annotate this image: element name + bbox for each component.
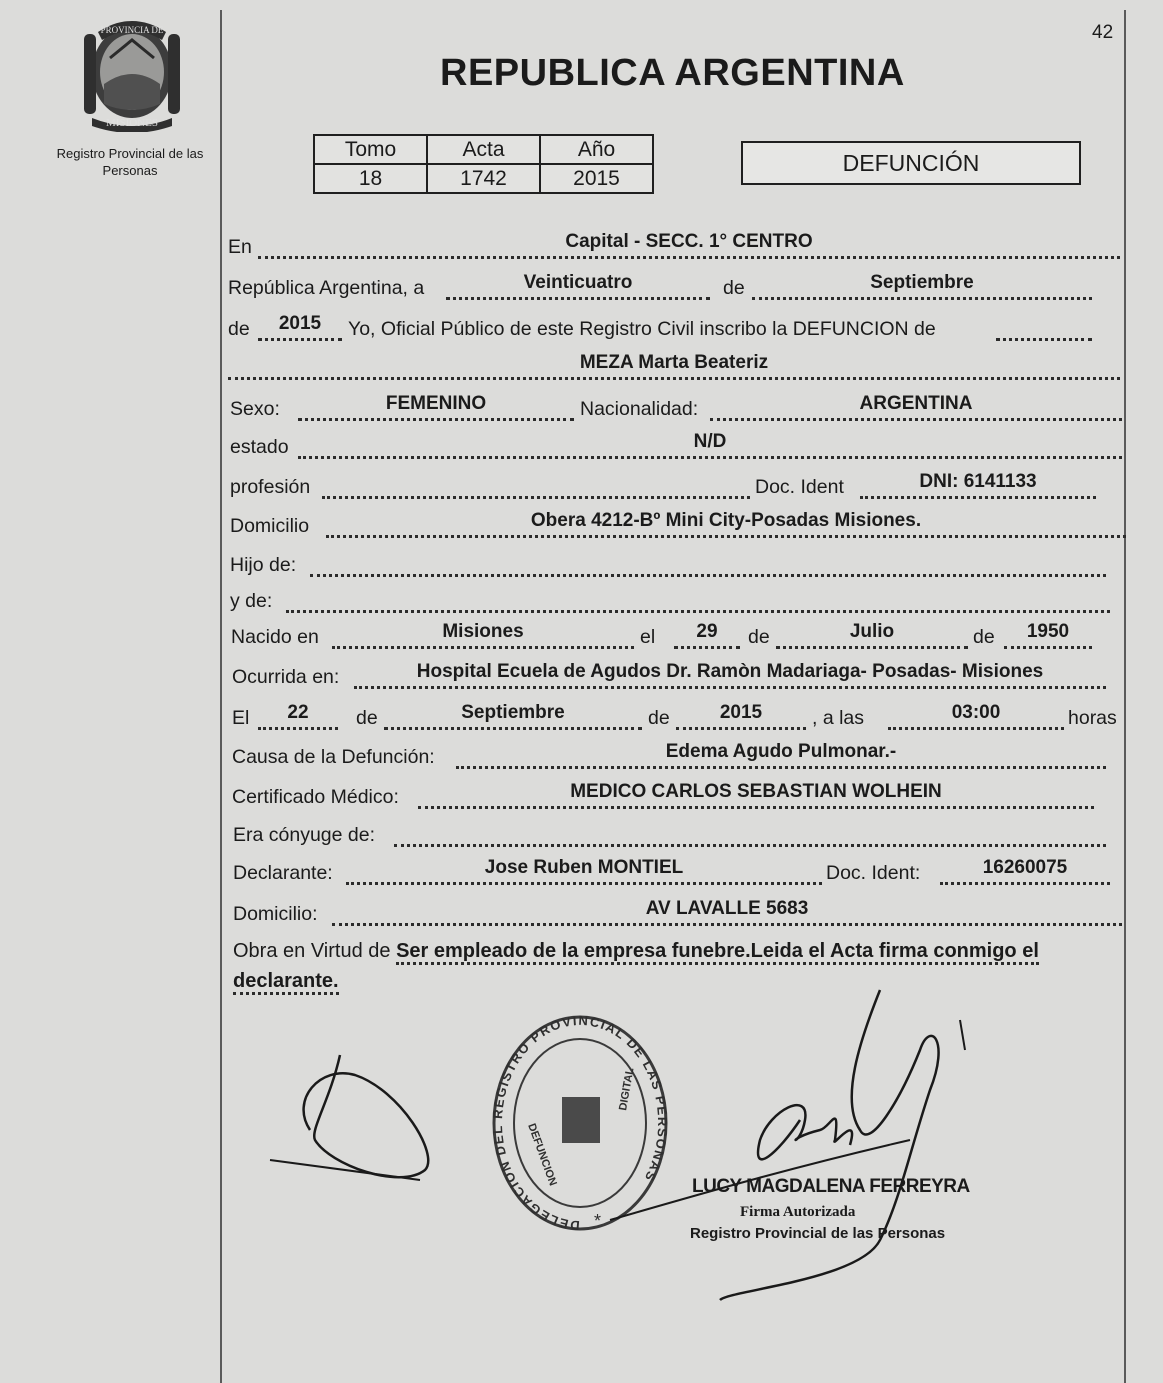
alas-label: , a las (812, 707, 865, 729)
republica-label: República Argentina, a (228, 277, 425, 299)
declarante-doc-field: 16260075 (940, 854, 1110, 885)
ref-header-acta: Acta (427, 135, 540, 164)
yde-label: y de: (230, 590, 273, 612)
el-cap-label: El (232, 707, 250, 729)
row-sexo (228, 393, 1133, 426)
certificado-label: Certificado Médico: (232, 786, 399, 808)
conyuge-field (394, 816, 1106, 847)
declarante-doc-label: Doc. Ident: (826, 862, 921, 884)
ocurrida-field: Hospital Ecuela de Agudos Dr. Ramòn Madariaga- Posadas- Misiones (354, 658, 1106, 689)
nacido-label: Nacido en (231, 626, 319, 648)
ocurrida-label: Ocurrida en: (232, 666, 340, 688)
row-declarante (228, 857, 1133, 890)
estado-label: estado (230, 436, 289, 458)
row-republica (228, 272, 1133, 305)
seal-inner-right: DIGITAL (617, 1066, 637, 1112)
row-certificado (228, 781, 1133, 814)
domicilio-label: Domicilio (230, 515, 310, 537)
province-coat-of-arms-icon (78, 14, 186, 132)
row-nacido (228, 621, 1133, 654)
de-label-4: de (973, 626, 995, 648)
domicilio2-field: AV LAVALLE 5683 (332, 895, 1122, 926)
logo-text-top: PROVINCIA DE (100, 25, 164, 35)
declarante-field: Jose Ruben MONTIEL (346, 854, 822, 885)
reference-table (313, 134, 654, 194)
declarante-label: Declarante: (233, 862, 333, 884)
birth-day-field: 29 (674, 618, 740, 649)
right-margin-line (1124, 10, 1126, 1383)
signatory-org: Registro Provincial de las Personas (690, 1225, 946, 1242)
death-day-field: 22 (258, 699, 338, 730)
obra-label: Obra en Virtud de (233, 940, 391, 962)
row-en (228, 231, 1133, 264)
row-deceased-name (228, 352, 1133, 385)
profesion-label: profesión (230, 476, 311, 498)
hijo-field (310, 546, 1106, 577)
domicilio2-label: Domicilio: (233, 903, 318, 925)
death-year-field: 2015 (676, 699, 806, 730)
day-field: Veinticuatro (446, 269, 710, 300)
intro-blank-field (996, 310, 1092, 341)
document-title: REPUBLICA ARGENTINA (440, 52, 905, 94)
logo-text-bottom: MISIONES (106, 117, 158, 129)
birth-place-field: Misiones (332, 618, 634, 649)
ref-value-anio: 2015 (540, 164, 653, 193)
nacionalidad-field: ARGENTINA (710, 390, 1122, 421)
de-label-5: de (356, 707, 378, 729)
intro-text: Yo, Oficial Público de este Registro Civil inscribo la DEFUNCION de (348, 318, 936, 340)
row-conyuge (228, 822, 1133, 852)
logo-caption: Registro Provincial de las Personas (56, 146, 204, 178)
ref-value-acta: 1742 (427, 164, 540, 193)
birth-month-field: Julio (776, 618, 968, 649)
year-field: 2015 (258, 310, 342, 341)
causa-label: Causa de la Defunción: (232, 746, 435, 768)
page-number: 42 (1092, 22, 1114, 43)
row-domicilio (228, 510, 1133, 543)
handwritten-signatures (260, 980, 980, 1310)
causa-field: Edema Agudo Pulmonar.- (456, 738, 1106, 769)
hijo-label: Hijo de: (230, 554, 297, 576)
death-month-field: Septiembre (384, 699, 642, 730)
row-profesion (228, 471, 1133, 504)
row-estado (228, 431, 1133, 464)
ref-header-tomo: Tomo (314, 135, 427, 164)
conyuge-label: Era cónyuge de: (233, 824, 376, 846)
estado-field: N/D (298, 428, 1122, 459)
doc-ident-label: Doc. Ident (755, 476, 844, 498)
en-label: En (228, 236, 252, 258)
svg-text:*: * (594, 1211, 602, 1231)
en-field: Capital - SECC. 1° CENTRO (258, 228, 1120, 259)
de-label-3: de (748, 626, 770, 648)
month-field: Septiembre (752, 269, 1092, 300)
obra-field: Ser empleado de la empresa funebre.Leida el Acta firma conmigo el declarante. (233, 940, 1039, 995)
horas-label: horas (1068, 707, 1117, 729)
domicilio-field: Obera 4212-Bº Mini City-Posadas Misiones. (326, 507, 1126, 538)
deceased-name-field: MEZA Marta Beateriz (228, 349, 1120, 380)
row-ocurrida (228, 661, 1133, 694)
de-label-1: de (723, 277, 745, 299)
sexo-label: Sexo: (230, 398, 280, 420)
ref-value-tomo: 18 (314, 164, 427, 193)
profesion-field (322, 468, 750, 499)
row-domicilio-declarante (228, 898, 1133, 931)
row-death-date (228, 702, 1133, 735)
row-year (228, 313, 1133, 346)
seal-ring-text: DELEGACION DEL REGISTRO PROVINCIAL DE LAS PERSONAS (490, 1015, 670, 1234)
record-type-box: DEFUNCIÓN (741, 141, 1081, 185)
signatory-role: Firma Autorizada (740, 1204, 856, 1220)
sexo-field: FEMENINO (298, 390, 574, 421)
left-margin-line (220, 10, 222, 1383)
death-time-field: 03:00 (888, 699, 1064, 730)
doc-ident-field: DNI: 6141133 (860, 468, 1096, 499)
de-label-6: de (648, 707, 670, 729)
de-label-2: de (228, 318, 250, 340)
certificado-field: MEDICO CARLOS SEBASTIAN WOLHEIN (418, 778, 1094, 809)
row-causa (228, 741, 1133, 774)
yde-field (286, 582, 1110, 613)
row-hijo (228, 552, 1133, 582)
row-yde (228, 588, 1133, 618)
birth-year-field: 1950 (1004, 618, 1092, 649)
ref-header-anio: Año (540, 135, 653, 164)
nacionalidad-label: Nacionalidad: (580, 398, 699, 420)
el-label: el (640, 626, 656, 648)
seal-inner-left: DEFUNCION (525, 1121, 559, 1188)
signatory-name: LUCY MAGDALENA FERREYRA (692, 1176, 970, 1197)
